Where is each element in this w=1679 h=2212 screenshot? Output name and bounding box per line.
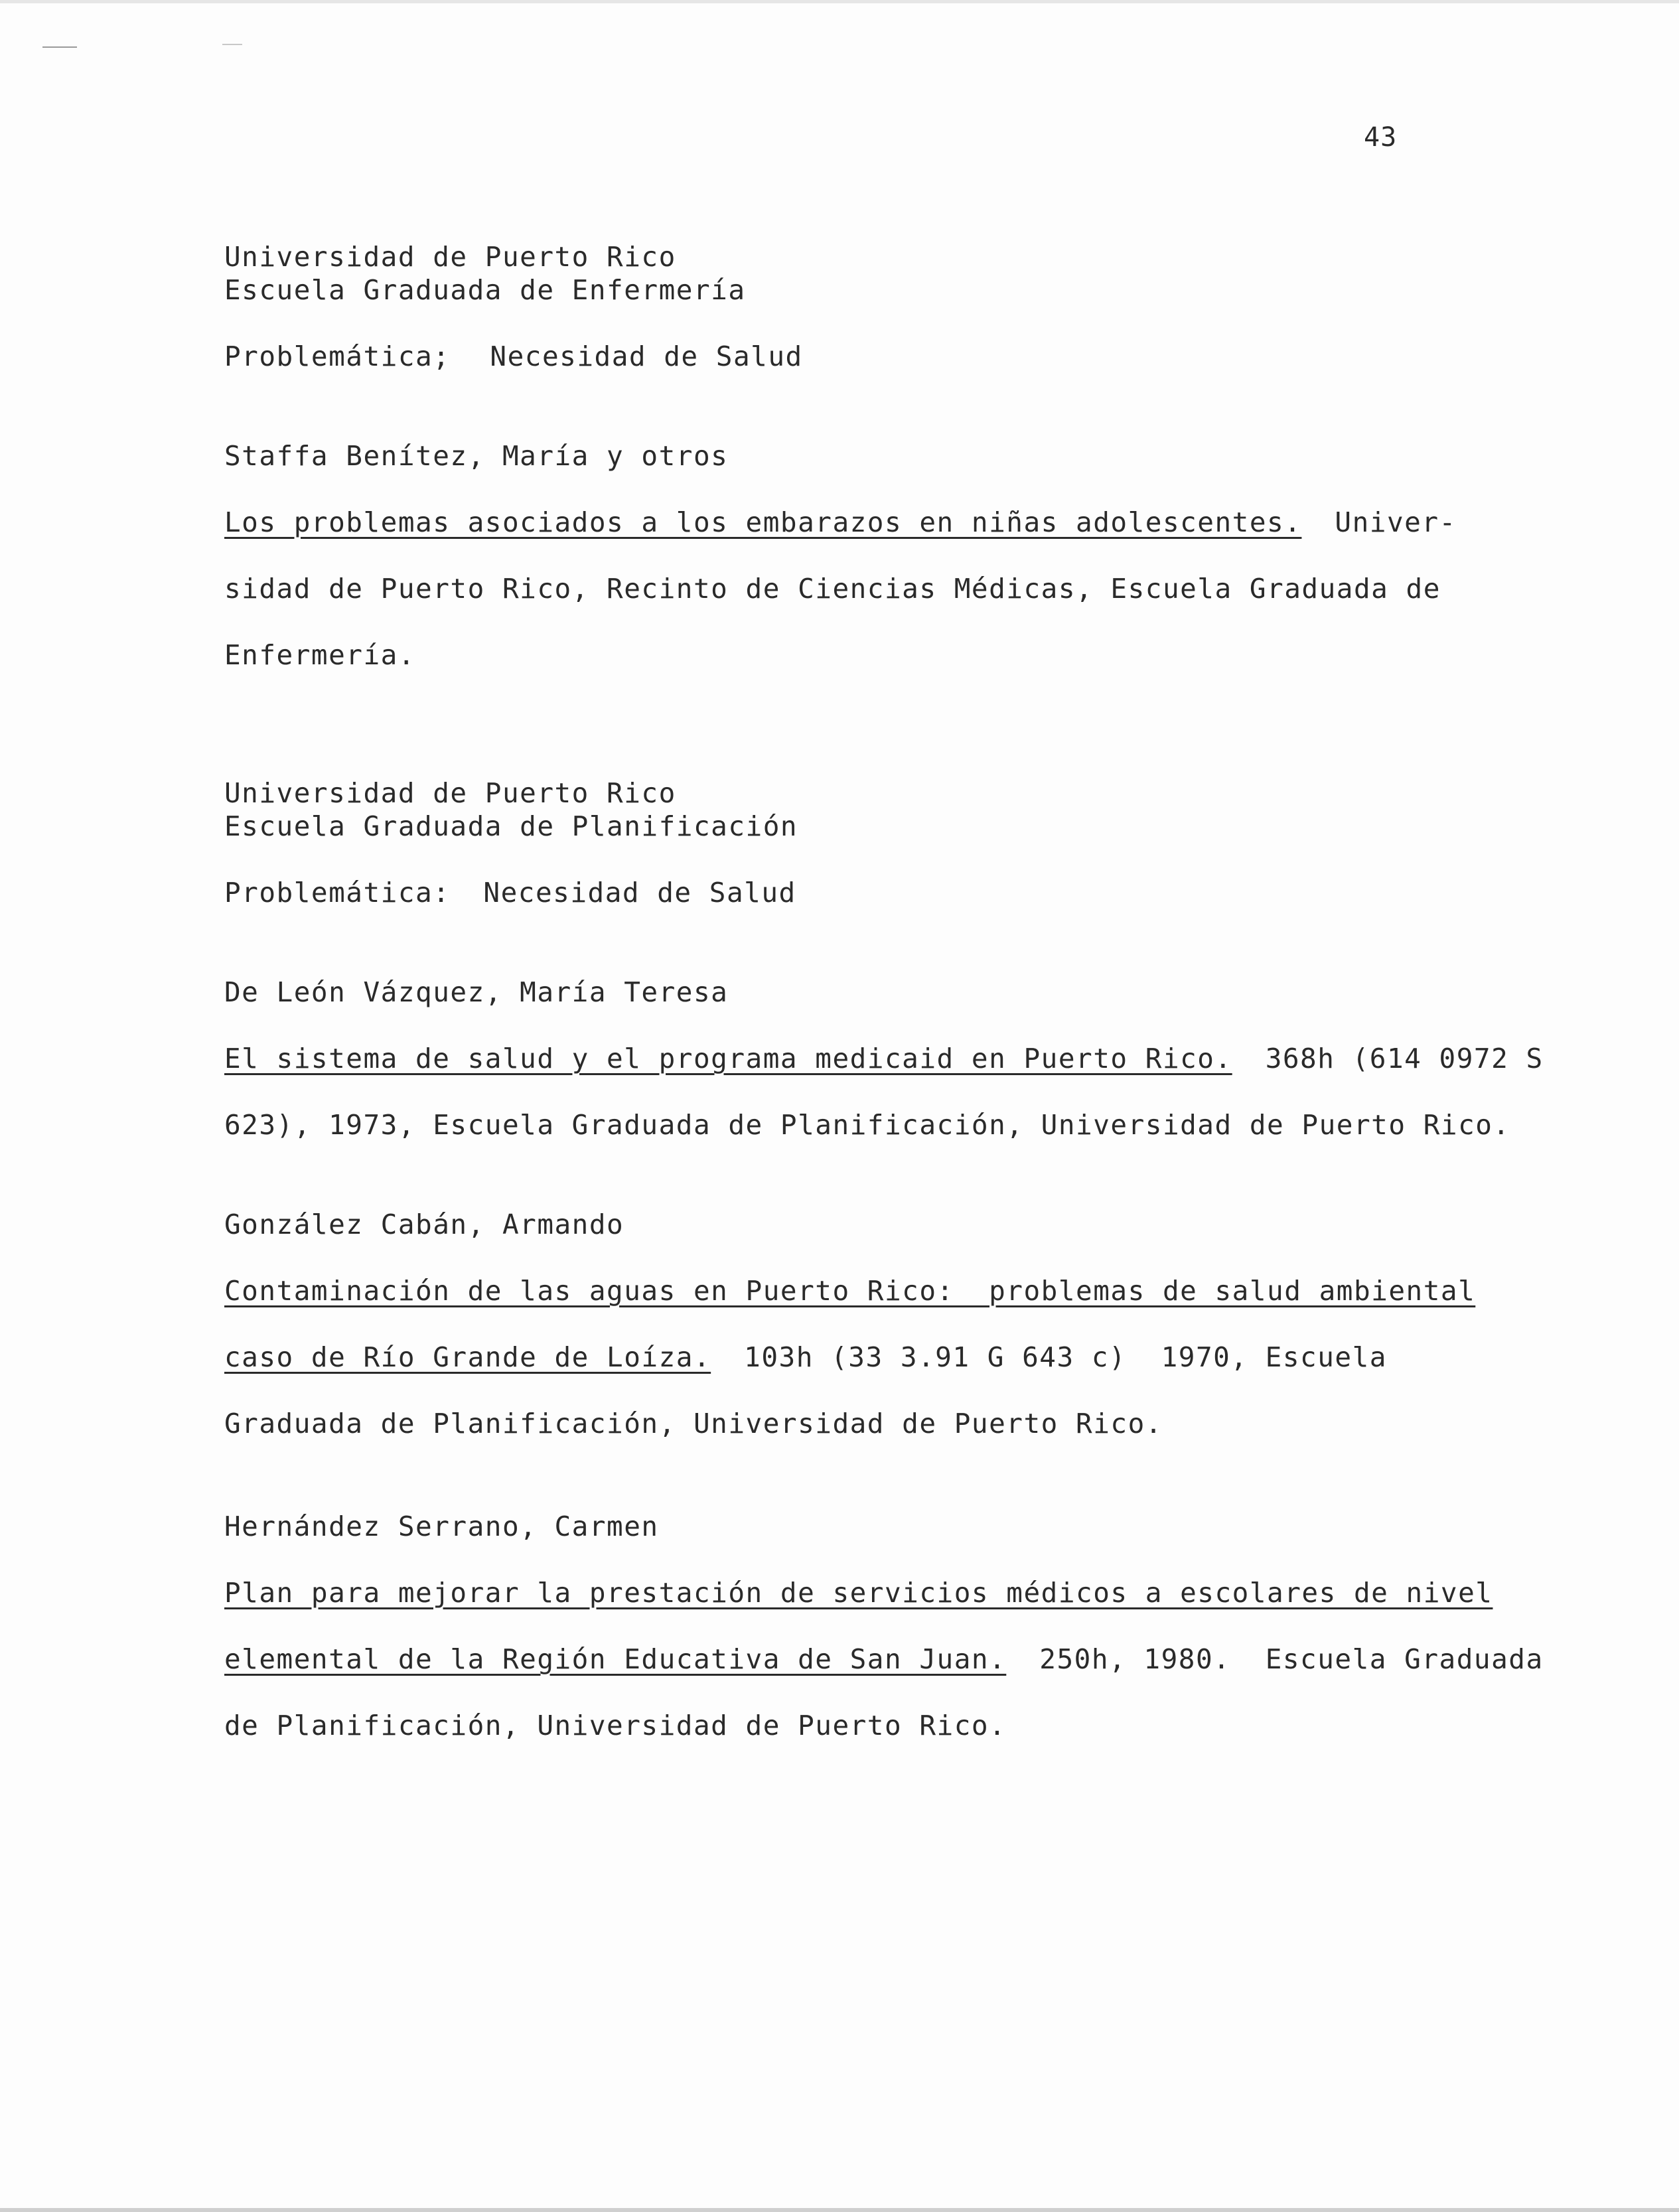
section-1-problematica	[224, 340, 803, 373]
problematica-label: Problemática;	[224, 340, 451, 372]
scan-top-edge	[0, 0, 1679, 3]
scan-speck	[42, 46, 77, 48]
entry-author: González Cabán, Armando	[224, 1209, 624, 1240]
entry-line	[224, 1042, 1544, 1075]
entry-line	[224, 1643, 1544, 1676]
section-1-school: Escuela Graduada de Enfermería	[224, 274, 746, 306]
problematica-value: Necesidad de Salud	[483, 877, 796, 909]
entry-text: sidad de Puerto Rico, Recinto de Ciencias Médicas, Escuela Graduada de	[224, 573, 1441, 605]
entry-text: Graduada de Planificación, Universidad de Puerto Rico.	[224, 1408, 1163, 1439]
entry-title: caso de Río Grande de Loíza.	[224, 1341, 711, 1373]
entry-author: Hernández Serrano, Carmen	[224, 1511, 659, 1542]
entry-text: 368h (614 0972 S	[1265, 1043, 1544, 1074]
entry-text: 623), 1973, Escuela Graduada de Planificación, Universidad de Puerto Rico.	[224, 1109, 1510, 1141]
scan-speck	[222, 44, 242, 45]
entry-line	[224, 1274, 1475, 1307]
entry-line	[224, 506, 1457, 539]
entry-author: De León Vázquez, María Teresa	[224, 976, 729, 1008]
scan-bottom-edge	[0, 2208, 1679, 2212]
section-1-institution: Universidad de Puerto Rico	[224, 241, 676, 273]
problematica-value: Necesidad de Salud	[490, 340, 803, 372]
entry-line	[224, 1341, 1387, 1374]
entry-title: elemental de la Región Educativa de San Juan.	[224, 1643, 1007, 1675]
page-number: 43	[1364, 122, 1398, 153]
entry-text: de Planificación, Universidad de Puerto Rico.	[224, 1710, 1007, 1741]
entry-title: Plan para mejorar la prestación de servicios médicos a escolares de nivel	[224, 1577, 1493, 1609]
entry-text: Enfermería.	[224, 639, 416, 671]
entry-author: Staffa Benítez, María y otros	[224, 440, 729, 472]
entry-text: 250h, 1980. Escuela Graduada	[1039, 1643, 1544, 1675]
entry-title: El sistema de salud y el programa medicaid en Puerto Rico.	[224, 1043, 1232, 1074]
section-2-problematica	[224, 876, 796, 909]
entry-line	[224, 1576, 1493, 1609]
problematica-label: Problemática:	[224, 877, 451, 909]
entry-text: 103h (33 3.91 G 643 c) 1970, Escuela	[744, 1341, 1387, 1373]
entry-title: Los problemas asociados a los embarazos en niñas adolescentes.	[224, 506, 1302, 538]
section-2-school: Escuela Graduada de Planificación	[224, 810, 798, 842]
section-2-institution: Universidad de Puerto Rico	[224, 777, 676, 809]
entry-text: Univer-	[1335, 506, 1457, 538]
entry-title: Contaminación de las aguas en Puerto Rico: problemas de salud ambiental	[224, 1275, 1476, 1307]
